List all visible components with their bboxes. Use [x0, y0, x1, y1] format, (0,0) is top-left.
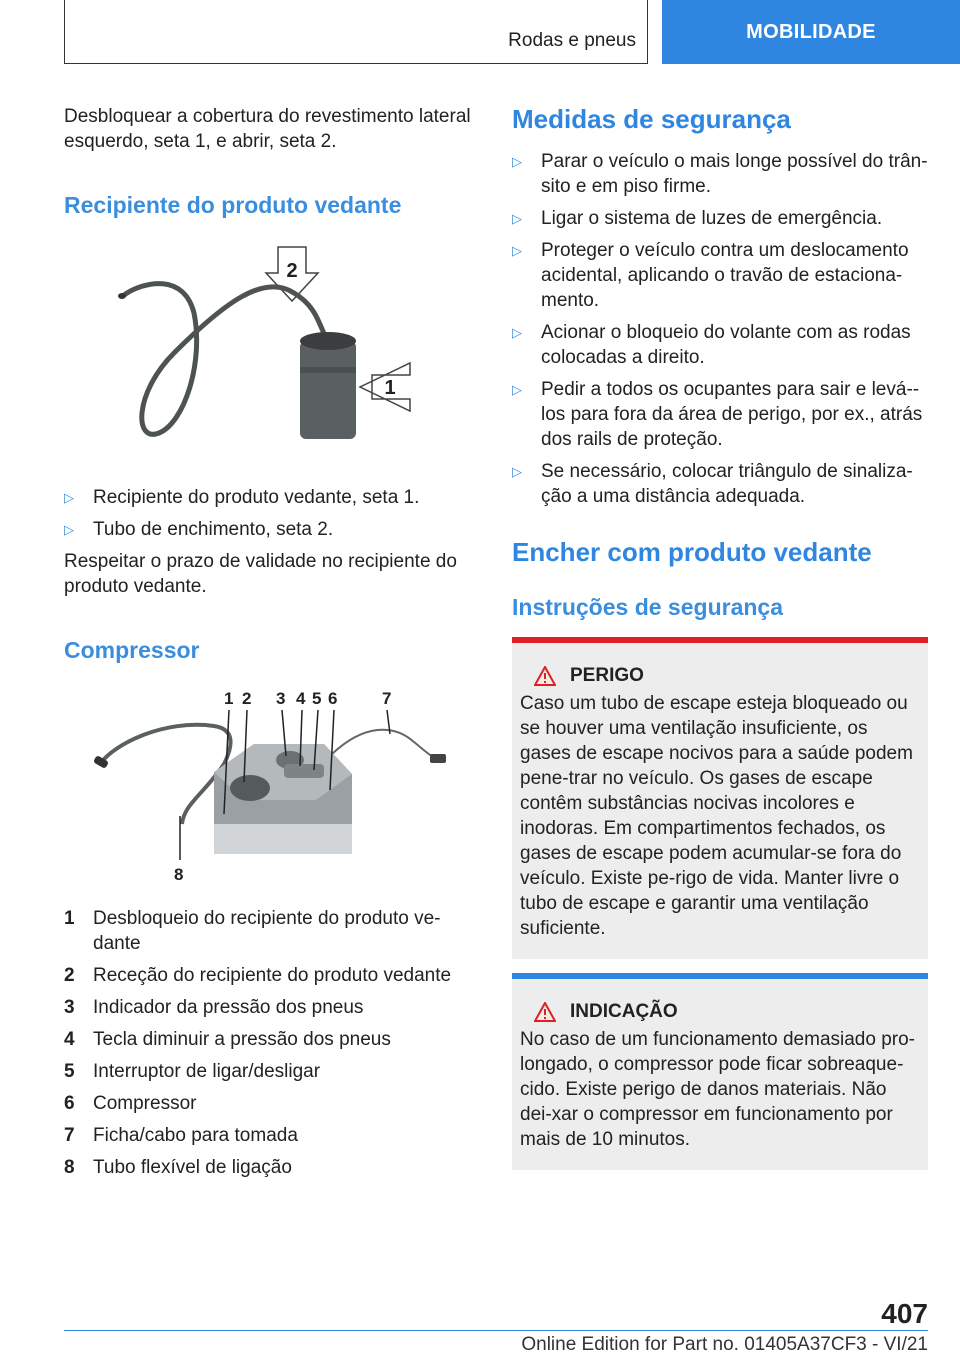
compressor-base: [214, 824, 352, 854]
warning-triangle-icon: [534, 1002, 556, 1022]
list-item: 1 Desbloqueio do recipiente do produto ve-dante: [64, 908, 441, 954]
container-bullet-list: [64, 485, 474, 542]
page-number: 407: [881, 1298, 928, 1329]
notice-title: INDICAÇÃO: [520, 1001, 920, 1023]
list-item: ▷ Proteger o veículo contra um deslocamento acidental, aplicando o travão de estaciona-mento.: [512, 240, 909, 311]
list-item: 2 Receção do recipiente do produto vedante: [64, 965, 452, 986]
callout-6: 6: [328, 689, 338, 708]
danger-box: [512, 637, 928, 959]
list-item: 4 Tecla diminuir a pressão dos pneus: [64, 1029, 391, 1050]
power-plug: [430, 754, 446, 763]
connection-hose: [100, 725, 231, 824]
triangle-bullet-icon: ▷: [512, 243, 522, 258]
list-item: ▷ Tubo de enchimento, seta 2.: [64, 519, 334, 540]
bottle-band: [300, 367, 356, 373]
list-item: ▷ Pedir a todos os ocupantes para sair e levá--los para fora da área de perigo, por ex., atrás dos rails de proteção.: [512, 379, 923, 450]
warning-triangle-icon: [534, 666, 556, 686]
sealant-container-figure: [64, 233, 474, 463]
triangle-bullet-icon: ▷: [512, 154, 522, 169]
callout-8: 8: [174, 865, 184, 884]
header-chapter-tab: MOBILIDADE: [662, 0, 960, 64]
power-cable: [332, 730, 436, 758]
footer-edition: Online Edition for Part no. 01405A37CF3 - VI/21: [521, 1334, 928, 1355]
notice-box: [512, 973, 928, 1170]
list-item: ▷ Ligar o sistema de luzes de emergência.: [512, 208, 883, 229]
triangle-bullet-icon: ▷: [512, 325, 522, 340]
list-item: ▷ Recipiente do produto vedante, seta 1.: [64, 487, 420, 508]
footer-divider: [64, 1330, 928, 1331]
list-item: 5 Interruptor de ligar/desligar: [64, 1061, 321, 1082]
triangle-bullet-icon: ▷: [512, 464, 522, 479]
heading-compressor: Compressor: [64, 637, 200, 663]
list-item: 3 Indicador da pressão dos pneus: [64, 997, 364, 1018]
list-item: ▷ Parar o veículo o mais longe possível do trân-sito e em piso firme.: [512, 151, 928, 197]
list-item: 8 Tubo flexível de ligação: [64, 1157, 292, 1178]
callout-3: 3: [276, 689, 286, 708]
danger-title: PERIGO: [520, 665, 920, 687]
callout-5: 5: [312, 689, 322, 708]
list-item: 6 Compressor: [64, 1093, 197, 1114]
danger-text: Caso um tubo de escape esteja bloqueado ou se houver uma ventilação insuficiente, os gases de escape nocivos para a saúde podem pene-trar no veículo. Os gases de escape contêm substâncias nocivas incolores e inodoras. Em compartimentos fechados, os gases de escape podem acumular-se fora do veículo. Existe pe-rigo de vida. Manter livre o tubo de escape e garantir uma ventilação suficiente.: [520, 693, 913, 939]
list-item: ▷ Se necessário, colocar triângulo de sinaliza-ção a uma distância adequada.: [512, 461, 913, 507]
tube-tip: [118, 293, 126, 299]
arrow-2-label: 2: [286, 260, 298, 282]
triangle-bullet-icon: ▷: [512, 211, 522, 226]
callout-2: 2: [242, 689, 252, 708]
list-item: ▷ Acionar o bloqueio do volante com as rodas colocadas a direito.: [512, 322, 911, 368]
callout-1: 1: [224, 689, 234, 708]
bottle-top: [300, 332, 356, 350]
triangle-bullet-icon: ▷: [512, 382, 522, 397]
filling-tube: [124, 284, 329, 435]
arrow-1-label: 1: [384, 377, 396, 399]
compressor-figure: [64, 684, 474, 884]
expiry-note: Respeitar o prazo de validade no recipiente do produto vedante.: [64, 551, 457, 597]
left-column: [64, 104, 474, 1187]
callout-7: 7: [382, 689, 392, 708]
control-panel: [284, 764, 324, 778]
compressor-parts-list: [64, 906, 474, 1180]
heading-fill-sealant: Encher com produto vedante: [512, 537, 872, 567]
triangle-bullet-icon: ▷: [64, 490, 74, 505]
heading-container: Recipiente do produto vedante: [64, 192, 402, 218]
notice-text: No caso de um funcionamento demasiado pro-longado, o compressor pode ficar sobreaque-cido. Existe perigo de danos materiais. Não dei-xar o compressor em funcionamento por mais de 10 minutos.: [520, 1029, 916, 1150]
safety-bullet-list: [512, 149, 928, 509]
container-receptacle: [230, 775, 270, 801]
list-item: 7 Ficha/cabo para tomada: [64, 1125, 298, 1146]
triangle-bullet-icon: ▷: [64, 522, 74, 537]
sealant-bottle: [300, 341, 356, 439]
heading-safety-measures: Medidas de segurança: [512, 104, 791, 134]
header-section-title: Rodas e pneus: [508, 30, 636, 51]
heading-safety-instructions: Instruções de segurança: [512, 594, 783, 620]
right-column: [512, 104, 928, 1170]
intro-text: Desbloquear a cobertura do revestimento lateral esquerdo, seta 1, e abrir, seta 2.: [64, 106, 471, 152]
callout-4: 4: [296, 689, 306, 708]
